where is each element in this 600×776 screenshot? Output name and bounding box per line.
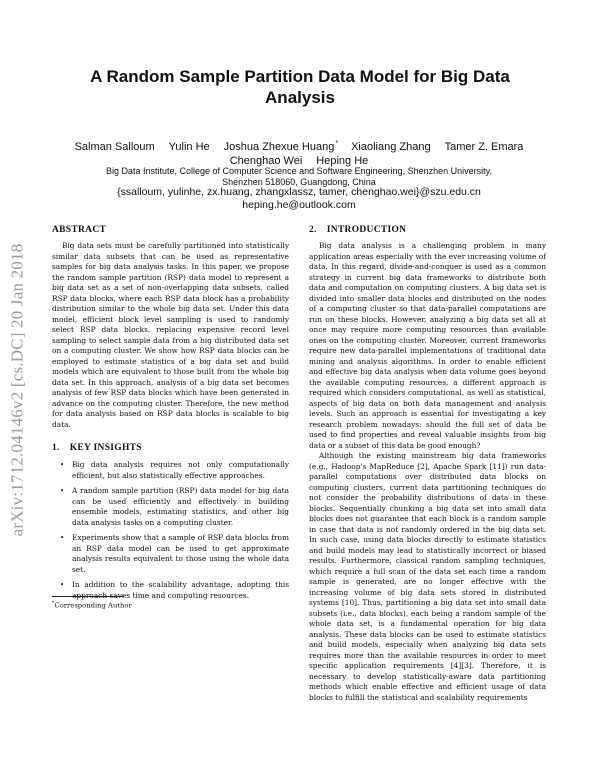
- section-number: 2.: [309, 225, 317, 235]
- abstract-heading: ABSTRACT: [52, 225, 107, 235]
- footnote-divider: [52, 596, 124, 597]
- list-item: [60, 460, 289, 481]
- key-insights-heading: [52, 442, 289, 454]
- bullet-icon: •: [60, 487, 65, 495]
- bullet-icon: •: [60, 461, 65, 469]
- author-name: Chenghao Wei: [229, 154, 303, 167]
- right-column: [309, 224, 546, 703]
- bullet-icon: •: [60, 534, 65, 542]
- affiliation-line-1: Big Data Institute, College of Computer Science and Software Engineering, Shenzhen University,: [105, 166, 493, 176]
- arxiv-stamp: [2, 180, 32, 600]
- list-item: [60, 486, 289, 528]
- author-name: Joshua Zhexue Huang: [223, 140, 335, 153]
- author-name: Tamer Z. Emara: [444, 140, 524, 153]
- section-title: INTRODUCTION: [326, 225, 407, 235]
- author-list: [58, 137, 540, 168]
- section-title: KEY INSIGHTS: [69, 443, 142, 453]
- author-name: Heping He: [316, 154, 369, 167]
- abstract-text: Big data sets must be carefully partitioned into statistically similar data subsets that can be used as representative samples for big data analysis tasks. In this paper, we propose the random sample partition (RSP) data model to represent a big data set as a set of non-overlapping data subsets, called RSP data blocks, where each RSP data block has a probability distribution similar to the whole big data set. Under this data model, efficient block level sampling is used to randomly select RSP data blocks, replacing expensive record level sampling to select sample data from a big distributed data set on a computing cluster. We show how RSP data blocks can be employed to estimate statistics of a big data set and build models which are equivalent to those built from the whole big data set. In this approach, analysis of a big data set becomes analysis of few RSP data blocks which have been generated in advance on the computing cluster. Therefore, the new method for data analysis based on RSP data blocks is scalable to big data.: [52, 241, 289, 429]
- left-column: [52, 224, 289, 606]
- introduction-heading: [309, 224, 546, 236]
- bullet-icon: •: [60, 581, 65, 589]
- email-line-1[interactable]: {ssalloum, yulinhe, zx.huang, zhangxlassz, tamer, chenghao.wei}@szu.edu.cn: [117, 186, 481, 198]
- author-name: Salman Salloum: [74, 140, 155, 153]
- key-insights-list: [52, 460, 289, 601]
- footnote-mark: *: [52, 600, 55, 606]
- list-item-text: Big data analysis requires not only computationally efficient, but also statistically effective approaches.: [72, 460, 289, 480]
- footnote: [52, 599, 289, 610]
- author-mark: *: [335, 140, 339, 147]
- section-number: 1.: [52, 443, 60, 453]
- list-item: [60, 533, 289, 575]
- affiliation-line-2: Shenzhen 518060, Guangdong, China: [222, 177, 376, 187]
- author-emails: [58, 186, 540, 211]
- list-item: [60, 580, 289, 601]
- intro-paragraph-1: Big data analysis is a challenging problem in many application areas especially with the ever increasing volume of data. In this regard, divide-and-conquer is used as a common strategy in current big data frameworks to distribute both data and computation on computing clusters. A big data set is divided into smaller data blocks and distributed on the nodes of a computing cluster so that data-parallel computations are run on these blocks. However, analyzing a big data set all at once may require more computing resources than available ones on the computing cluster. Moreover, current frameworks require new data-parallel implementations of traditional data mining and analysis algorithms. In order to enable efficient and effective big data analysis when data volume goes beyond the available computing resources, a different approach is required which considers computational, as well as statistical, aspects of big data on both data management and analysis levels. Such an approach is essential for investigating a key research problem nowadays: should the full set of data be used to find properties and reveal valuable insights from big data or a subset of this data be good enough?: [309, 241, 546, 450]
- list-item-text: In addition to the scalability advantage, adopting this approach saves time and computing resources.: [72, 580, 289, 600]
- footnote-text: Corresponding Author: [54, 601, 132, 610]
- email-line-2[interactable]: heping.he@outlook.com: [242, 198, 356, 211]
- author-name: Yulin He: [168, 140, 210, 153]
- list-item-text: A random sample partition (RSP) data model for big data can be used efficiently and effectively in building ensemble models, estimating statistics, and other big data analysis tasks on a computing cluster.: [72, 486, 289, 527]
- author-name: Xiaoliang Zhang: [351, 140, 431, 153]
- paper-title: A Random Sample Partition Data Model for Big Data Analysis: [90, 67, 510, 107]
- arxiv-identifier[interactable]: arXiv:1712.04146v2 [cs.DC] 20 Jan 2018: [7, 243, 27, 537]
- affiliation: [58, 166, 540, 188]
- list-item-text: Experiments show that a sample of RSP data blocks from an RSP data model can be used to get approximate analysis results equivalent to those using the whole data set.: [72, 533, 289, 574]
- intro-paragraph-2: Although the existing mainstream big data frameworks (e.g., Hadoop's MapReduce [2], Apache Spark [11]) run data-parallel computations over distributed data blocks on computing clusters, current data partitioning techniques do not consider the probability distributions of data in these blocks. Sequentially chunking a big data set into small data blocks does not guarantee that each block is a random sample in case that data is not randomly ordered in the big data set. In such case, using data blocks directly to estimate statistics and build models may lead to statistically incorrect or biased results. Furthermore, classical random sampling techniques, which require a full scan of the data set each time a random sample is generated, are no longer effective with the increasing volume of big data sets stored in distributed systems [10]. Thus, partitioning a big data set into small data subsets (i.e., data blocks), each being a random sample of the whole data set, is a fundamental operation for big data analysis. These data blocks can be used to estimate statistics and build models, especially when analyzing big data sets requires more than the available resources in order to meet specific application requirements [4][3]. Therefore, it is necessary to develop statistically-aware data partitioning methods which enable effective and efficient usage of data blocks to fulfill the statistical and scalability requirements: [309, 451, 546, 702]
